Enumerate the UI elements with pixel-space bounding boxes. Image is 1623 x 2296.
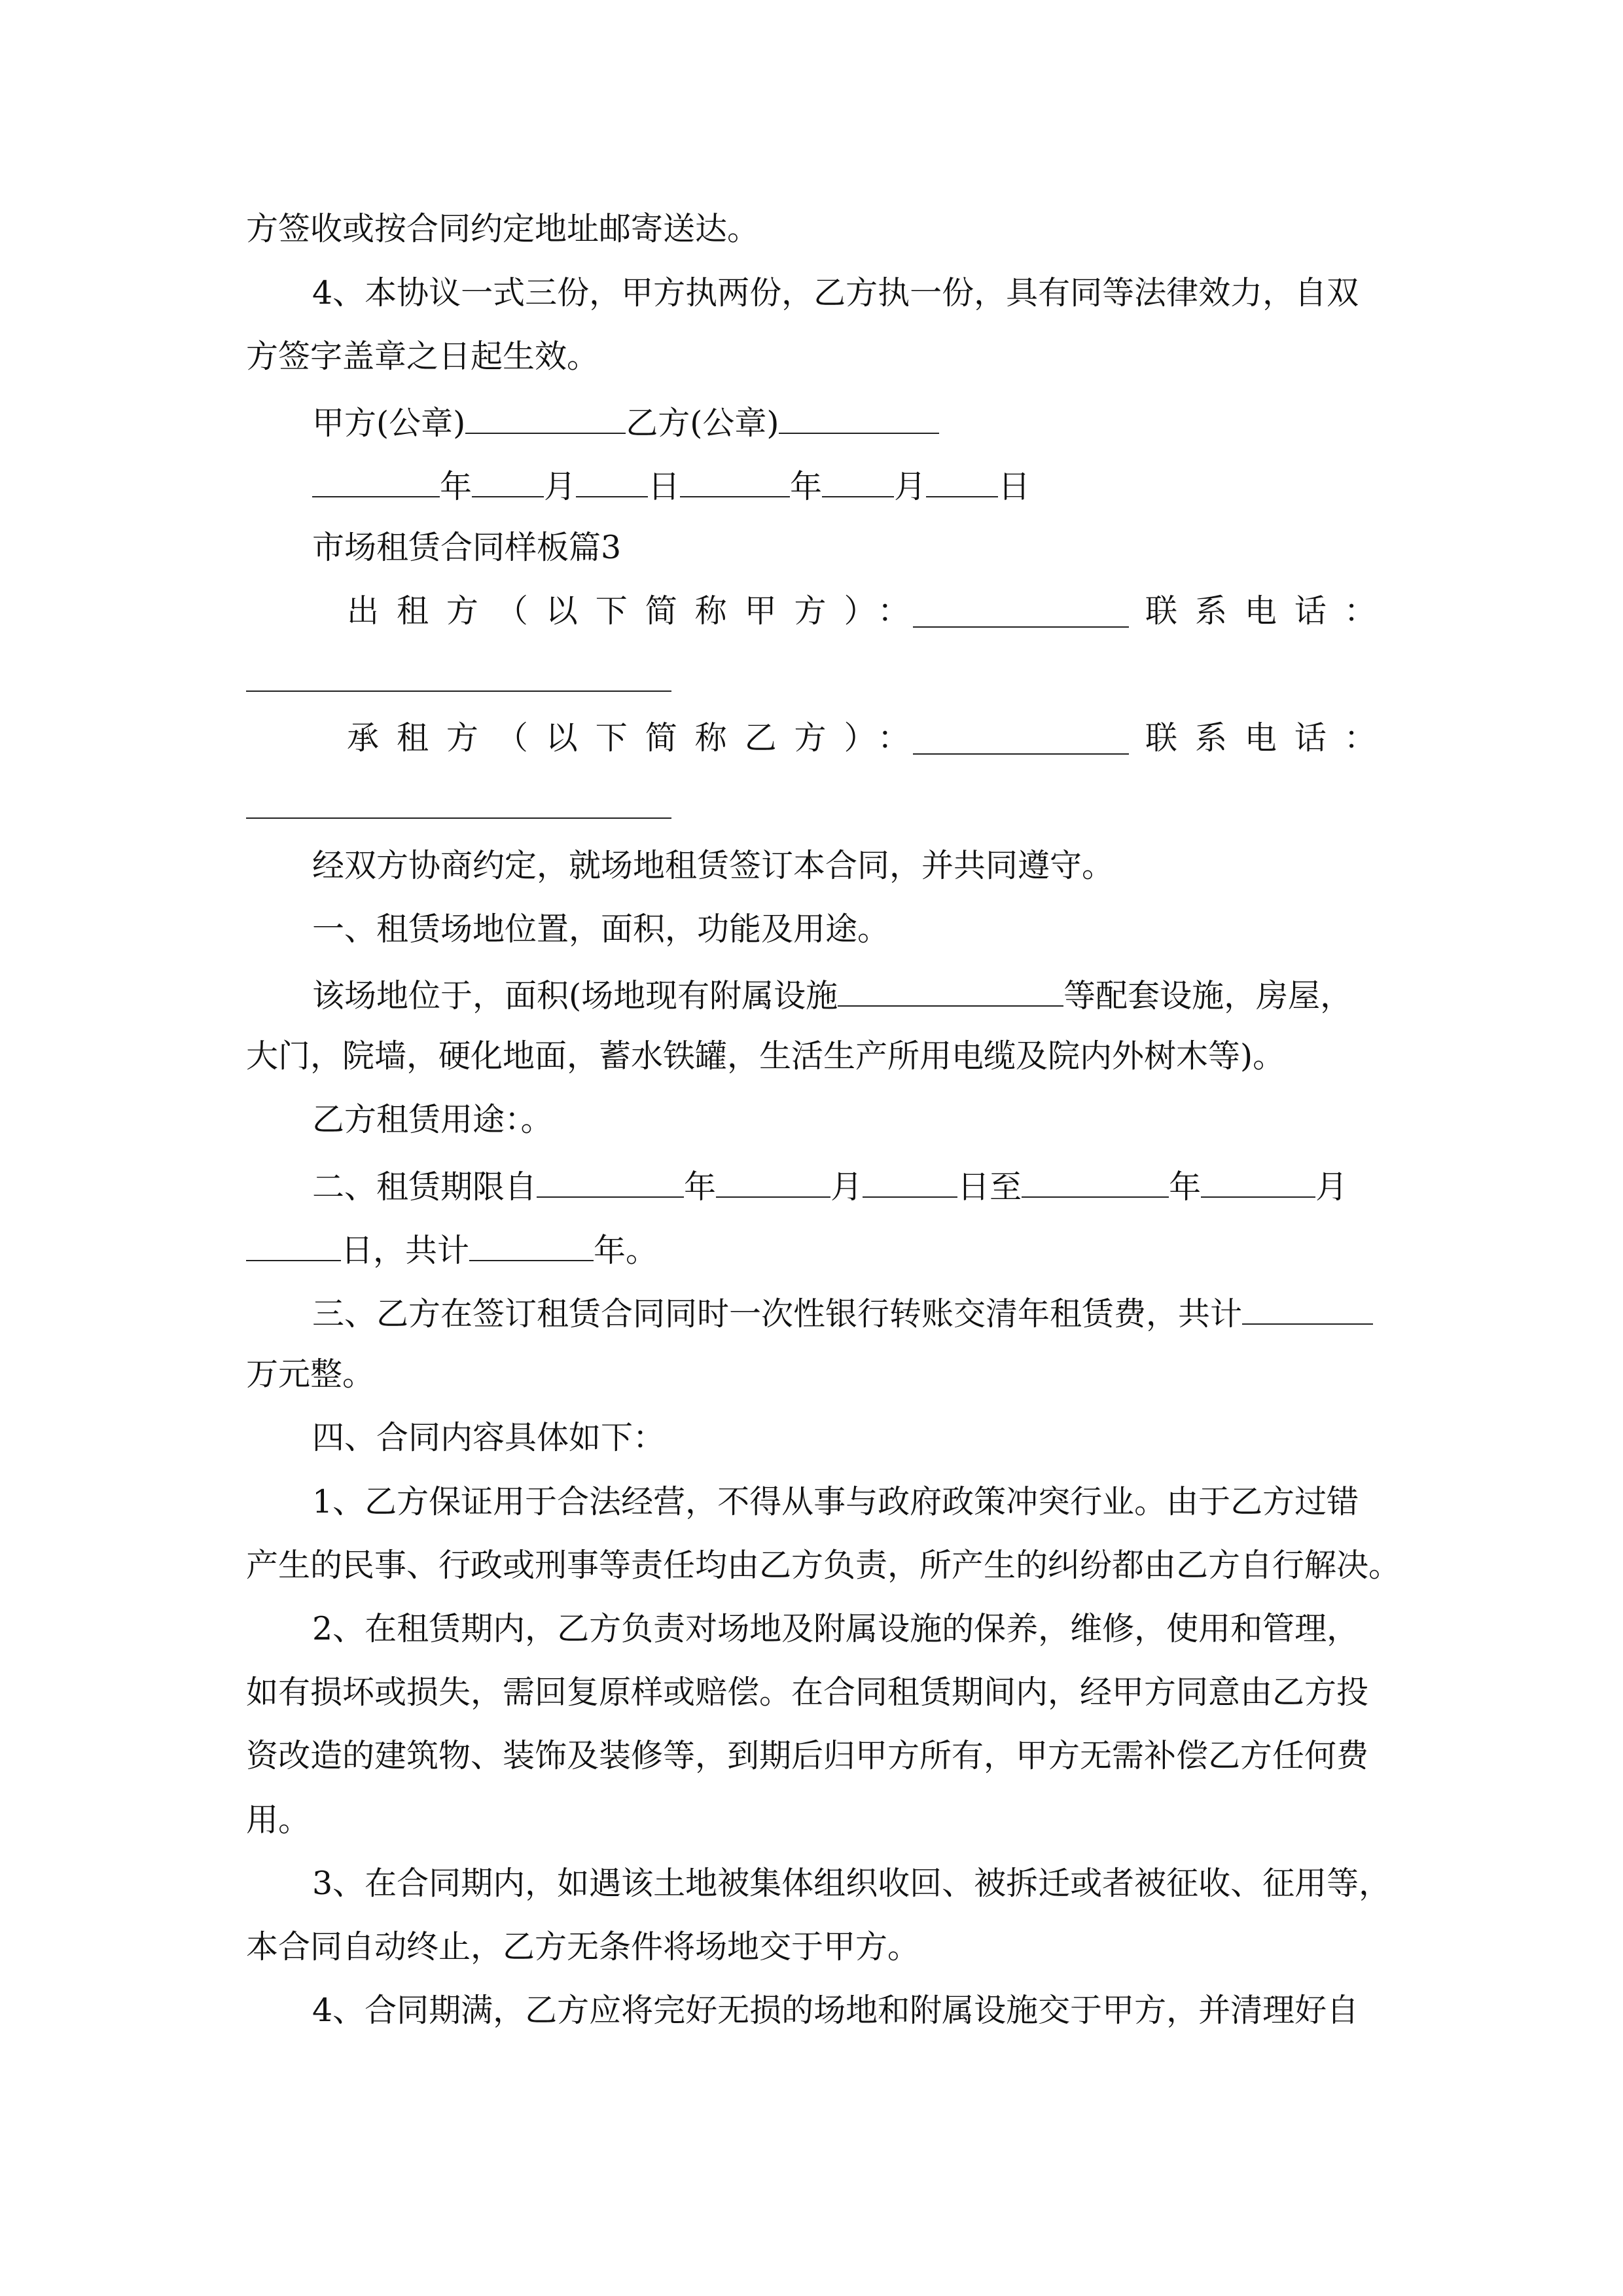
text-segment: 日，共计 — [341, 1232, 470, 1270]
paragraph-line: 资改造的建筑物、装饰及装修等，到期后归甲方所有，甲方无需补偿乙方任何费 — [246, 1737, 1369, 1774]
day-label: 日 — [648, 468, 681, 506]
phone-blank — [246, 691, 671, 692]
paragraph-line: 乙方租赁用途：。 — [312, 1101, 553, 1138]
paragraph-line: 如有损坏或损失，需回复原样或赔偿。在合同租赁期间内，经甲方同意由乙方投 — [246, 1674, 1369, 1711]
section-title: 四、合同内容具体如下： — [312, 1419, 666, 1456]
phone-label: 联系电话： — [1145, 719, 1394, 757]
paragraph-line: 2、在租赁期内，乙方负责对场地及附属设施的保养，维修，使用和管理， — [312, 1610, 1359, 1647]
month-label: 月 — [544, 468, 577, 506]
blank-field — [469, 1231, 594, 1261]
paragraph-line — [312, 1168, 1348, 1206]
day-label: 日 — [998, 468, 1031, 506]
blank-field — [716, 1168, 830, 1198]
year-label: 年 — [684, 1168, 717, 1206]
paragraph-line: 用。 — [246, 1801, 311, 1839]
paragraph-line — [246, 1231, 658, 1270]
section-heading: 市场租赁合同样板篇3 — [312, 529, 622, 566]
blank-field — [246, 1231, 341, 1261]
paragraph-line: 经双方协商约定，就场地租赁签订本合同，并共同遵守。 — [312, 847, 1115, 884]
paragraph-line: 4、合同期满，乙方应将完好无损的场地和附属设施交于甲方，并清理好自 — [312, 1992, 1359, 2029]
blank-field — [822, 467, 894, 497]
paragraph-line: 本合同自动终止，乙方无条件将场地交于甲方。 — [246, 1928, 920, 1965]
paragraph-line: 方签字盖章之日起生效。 — [246, 338, 599, 375]
blank-field — [1201, 1168, 1315, 1198]
signature-line — [312, 404, 939, 442]
phone-blank — [246, 817, 671, 819]
lessee-blank — [913, 753, 1129, 755]
party-a-seal-label: 甲方(公章) — [312, 404, 466, 442]
text-segment: 等配套设施，房屋， — [1063, 977, 1353, 1015]
paragraph-line — [312, 977, 1353, 1015]
paragraph-line: 万元整。 — [246, 1355, 375, 1393]
year-label: 年 — [790, 468, 823, 506]
year-label: 年 — [1169, 1168, 1202, 1206]
date-line — [312, 467, 1031, 506]
blank-field — [537, 1168, 684, 1198]
paragraph-line: 大门，院墙，硬化地面，蓄水铁罐，生活生产所用电缆及院内外树木等)。 — [246, 1037, 1285, 1075]
blank-field — [1242, 1295, 1373, 1325]
paragraph-line: 3、在合同期内，如遇该土地被集体组织收回、被拆迁或者被征收、征用等， — [312, 1865, 1391, 1902]
text-segment: 二、租赁期限自 — [312, 1168, 537, 1206]
lessor-label: 出租方（以下简称甲方）： — [347, 592, 927, 630]
lessor-blank — [913, 626, 1129, 628]
blank-field — [472, 467, 544, 497]
blank-field — [312, 467, 440, 497]
month-label: 月 — [830, 1168, 863, 1206]
paragraph-line — [312, 1295, 1373, 1333]
blank-field — [465, 404, 626, 434]
text-segment: 三、乙方在签订租赁合同同时一次性银行转账交清年租赁费，共计 — [312, 1295, 1243, 1333]
paragraph-line: 方签收或按合同约定地址邮寄送达。 — [246, 210, 760, 247]
blank-field — [838, 977, 1063, 1007]
blank-field — [576, 467, 648, 497]
paragraph-line: 1、乙方保证用于合法经营，不得从事与政府政策冲突行业。由于乙方过错 — [312, 1483, 1359, 1520]
year-label: 年 — [440, 468, 473, 506]
party-b-seal-label: 乙方(公章) — [626, 404, 779, 442]
blank-field — [863, 1168, 957, 1198]
blank-field — [1022, 1168, 1169, 1198]
section-title: 一、租赁场地位置，面积，功能及用途。 — [312, 910, 890, 948]
month-label: 月 — [894, 468, 927, 506]
paragraph-line: 产生的民事、行政或刑事等责任均由乙方负责，所产生的纠纷都由乙方自行解决。 — [246, 1547, 1401, 1584]
text-segment: 年。 — [594, 1232, 658, 1270]
lessee-label: 承租方（以下简称乙方）： — [347, 719, 927, 757]
blank-field — [680, 467, 790, 497]
month-label: 月 — [1315, 1168, 1348, 1206]
blank-field — [926, 467, 998, 497]
text-segment: 日至 — [957, 1168, 1022, 1206]
text-segment: 该场地位于，面积(场地现有附属设施 — [312, 977, 838, 1015]
blank-field — [779, 404, 939, 434]
phone-label: 联系电话： — [1145, 592, 1394, 630]
paragraph-line: 4、本协议一式三份，甲方执两份，乙方执一份，具有同等法律效力，自双 — [312, 274, 1359, 312]
